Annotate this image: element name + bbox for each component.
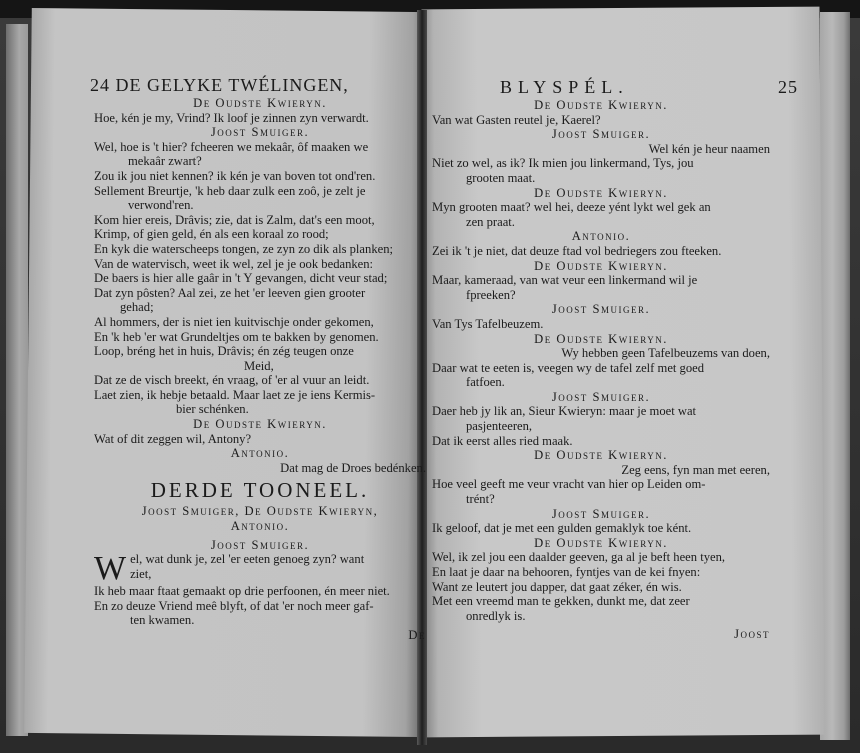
left-running-title: DE GELYKE TWÉLINGEN,: [115, 75, 349, 95]
left-page-number: 24: [90, 75, 110, 95]
text-line: fpreeken?: [466, 287, 516, 302]
text-line: Want ze leutert jou dapper, dat gaat zéker, én wis.: [432, 579, 682, 594]
text-line: Dat ik eerst alles ried maak.: [432, 433, 573, 448]
speaker-label: Antonio.: [230, 446, 290, 461]
catchword: De: [408, 628, 426, 642]
text-line: Zou ik jou niet kennen? ik kén je van boven tot ond'ren.: [94, 168, 376, 183]
text-line: trént?: [466, 492, 495, 507]
text-line: ziet,: [130, 566, 152, 581]
text-line: Daer heb jy lik an, Sieur Kwieryn: maar je moet wat: [432, 404, 697, 419]
text-line: Zeg eens, fyn man met eeren,: [621, 462, 770, 477]
text-line: Wel, hoe is 't hier? fcheeren we mekaâr, ôf maaken we: [94, 139, 369, 154]
text-line: En laat je daar na behooren, fyntjes van de kei fnyen:: [432, 565, 701, 579]
cast-list: Joost Smuiger, De Oudste Kwieryn,: [141, 504, 379, 519]
speaker-label: Joost Smuiger.: [551, 127, 651, 142]
right-page-text: [432, 76, 798, 642]
text-line: Maar, kameraad, van wat veur een linkermand wil je: [432, 273, 698, 288]
speaker-label: Joost Smuiger.: [210, 537, 310, 552]
speaker-label: Joost Smuiger.: [551, 389, 651, 404]
text-line: fatfoen.: [466, 375, 505, 390]
text-line: ten kwamen.: [130, 613, 195, 628]
right-page-number: 25: [778, 77, 798, 97]
text-line: Sellement Breurtje, 'k heb daar zulk een zoô, je zelt je: [94, 183, 366, 198]
text-line: grooten maat.: [466, 170, 536, 185]
text-line: Wel, ik zel jou een daalder geeven, ga al je beft heen tyen,: [432, 550, 726, 565]
text-line: gehad;: [120, 300, 154, 315]
speaker-label: De Oudste Kwieryn.: [534, 258, 668, 273]
speaker-label: Joost Smuiger.: [551, 506, 651, 521]
text-line: Dat ze de visch breekt, én vraag, of 'er al vuur an leidt.: [94, 373, 370, 388]
text-line: Niet zo wel, as ik? Ik mien jou linkermand, Tys, jou: [432, 156, 694, 171]
text-line: Loop, bréng het in huis, Drâvis; én zég teugen onze: [94, 344, 354, 359]
text-line: En zo deuze Vriend meê blyft, of dat 'er noch meer gaf-: [94, 598, 374, 613]
speaker-label: De Oudste Kwieryn.: [534, 535, 668, 550]
text-line: Krimp, of gien geld, én als een koraal zo rood;: [94, 227, 329, 242]
text-line: Al hommers, der is niet ien kuitvischje onder gekomen,: [94, 314, 374, 329]
drop-cap: W: [94, 552, 127, 585]
text-line: Dat mag de Droes bedénken.: [280, 460, 426, 475]
speaker-label: De Oudste Kwieryn.: [534, 185, 668, 200]
text-line: Wat of dit zeggen wil, Antony?: [94, 431, 252, 446]
scene-opening: [94, 552, 426, 584]
text-line: Van wat Gasten reutel je, Kaerel?: [432, 112, 601, 127]
speaker-label: Joost Smuiger.: [210, 125, 310, 140]
right-page-edges: [820, 12, 850, 740]
text-line: el, wat dunk je, zel 'er eeten genoeg zyn? want: [130, 552, 365, 567]
speaker-label: Joost Smuiger.: [551, 302, 651, 317]
right-running-title: BLYSPÉL.: [500, 77, 629, 97]
left-page-text: [90, 74, 426, 643]
text-line: En 'k heb 'er wat Grundeltjes om te bakken by genomen.: [94, 329, 379, 344]
text-line: Van Tys Tafelbeuzem.: [432, 316, 544, 331]
text-line: De baers is hier alle gaâr in 't Y gevangen, dicht veur stad;: [94, 271, 388, 286]
right-running-head: [432, 76, 798, 98]
speaker-label: De Oudste Kwieryn.: [534, 448, 668, 463]
scene-title: DERDE TOONEEL.: [150, 478, 370, 503]
text-line: Kom hier ereis, Drâvis; zie, dat is Zalm, dat's een moot,: [94, 212, 375, 227]
left-running-head: [90, 74, 426, 96]
text-line: Meid,: [244, 358, 274, 373]
catchword: Joost: [734, 627, 770, 642]
text-line: Daar wat te eeten is, veegen wy de tafel zelf met goed: [432, 360, 705, 375]
text-line: Wy hebben geen Tafelbeuzems van doen,: [561, 346, 770, 361]
text-line: verwond'ren.: [128, 198, 194, 213]
speaker-label: Antonio.: [571, 229, 631, 244]
text-line: zen praat.: [466, 214, 515, 229]
text-line: Zei ik 't je niet, dat deuze ftad vol bedriegers zou fteeken.: [432, 243, 722, 258]
text-line: Hoe, kén je my, Vrind? Ik loof je zinnen zyn verwardt.: [94, 110, 369, 125]
text-line: Myn grooten maat? wel hei, deeze yént lykt wel gek an: [432, 200, 711, 215]
text-line: Ik geloof, dat je met een gulden gemaklyk toe ként.: [432, 521, 692, 536]
speaker-label: De Oudste Kwieryn.: [534, 331, 668, 346]
text-line: Van de watervisch, weet ik wel, zel je je ook bedanken:: [94, 256, 374, 271]
text-line: Wel kén je heur naamen: [648, 141, 770, 156]
speaker-label: De Oudste Kwieryn.: [193, 417, 327, 432]
text-line: onredlyk is.: [466, 608, 526, 623]
text-line: Ik heb maar ftaat gemaakt op drie perfoonen, én meer niet.: [94, 584, 390, 599]
text-line: bier schénken.: [176, 402, 249, 417]
text-line: Dat zyn pôsten? Aal zei, ze het 'er leeven gien grooter: [94, 285, 366, 300]
cast-list: Antonio.: [230, 519, 290, 534]
speaker-label: De Oudste Kwieryn.: [534, 98, 668, 112]
speaker-label: De Oudste Kwieryn.: [193, 96, 327, 110]
text-line: Met een vreemd man te gekken, dunkt me, dat zeer: [432, 594, 690, 609]
text-line: Hoe veel geeft me veur vracht van hier op Leiden om-: [432, 477, 706, 492]
text-line: En kyk die waterscheeps tongen, ze zyn zo dik als planken;: [94, 241, 394, 256]
text-line: pasjenteeren,: [466, 419, 533, 434]
text-line: mekaâr zwart?: [128, 154, 202, 169]
text-line: Laet zien, ik hebje betaald. Maar laet ze je iens Kermis-: [94, 387, 376, 402]
